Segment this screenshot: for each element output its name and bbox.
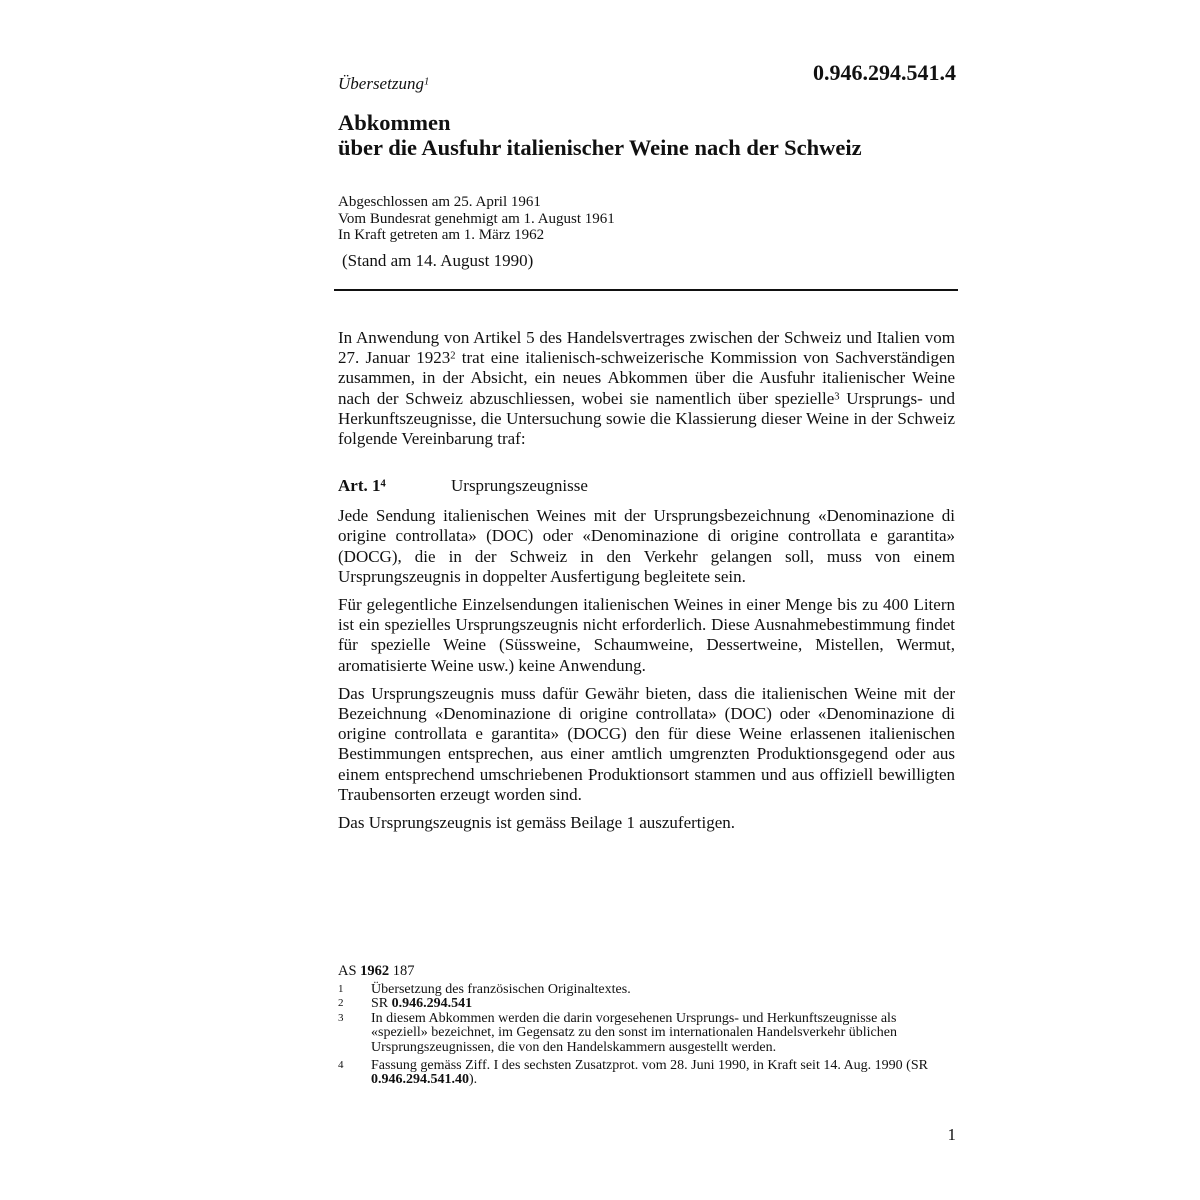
- date-block: [338, 194, 615, 244]
- footnote-1: 1 Übersetzung des französischen Originaltextes.: [338, 981, 631, 997]
- sr-number: 0.946.294.541.4: [813, 60, 956, 85]
- article-1-paragraph: Für gelegentliche Einzelsendungen italienischen Weines in einer Menge bis zu 400 Litern ist ein spezielles Ursprungszeugnis nicht erforderlich. Diese Ausnahmebestimmung findet für spezielle Weine (Süssweine, Schaumweine, Dessertweine, Mistellen, Wermut, aromatisierte Weine usw.) keine Anwendung.: [338, 595, 955, 675]
- footnote-ref-2: 2: [450, 350, 456, 362]
- translation-label: Übersetzung$^1$: [338, 74, 430, 93]
- title-line-1: Abkommen: [338, 110, 451, 135]
- footnote-ref-3: 3: [834, 390, 840, 402]
- title-line-2: über die Ausfuhr italienischer Weine nach der Schweiz: [338, 135, 862, 160]
- document-body: [338, 328, 955, 841]
- footnote-ref-1: 1: [423, 76, 430, 88]
- footnote-ref-4: 4: [380, 478, 386, 490]
- article-1-paragraph: Das Ursprungszeugnis muss dafür Gewähr bieten, dass die italienischen Weine mit der Bezeichnung «Denominazione di origine controllata» (DOC) oder «Denominazione di origine controllata e garantita» (DOCG) den für diese Weine erlassenen italienischen Bestimmungen entsprechen, aus einer amtlich umgrenzten Produktionsgegend oder aus einem entsprechend umschriebenen Produktionsort stammen und aus offiziell bewilligten Traubensorten erzeugt worden sind.: [338, 683, 955, 804]
- page-number: 1: [947, 1125, 956, 1144]
- footnote-3: 3 In diesem Abkommen werden die darin vorgesehenen Ursprungs- und Herkunftszeugnisse als «speziell» bezeichnet, im Gegensatz zu den sonst im internationalen Handelsverkehr üblichen Ursprungszeugnissen, die von den Handelskammern ausgestellt werden.: [338, 1010, 897, 1055]
- article-1-paragraph: Jede Sendung italienischen Weines mit der Ursprungsbezeichnung «Denominazione di origine controllata» (DOC) oder «Denominazione di origine controllata e garantita» (DOCG), die in der Schweiz in den Verkehr gelangen soll, muss von einem Ursprungszeugnis in doppelter Ausfertigung begleitete sein.: [338, 506, 955, 586]
- in-force-date: In Kraft getreten am 1. März 1962: [338, 227, 545, 243]
- status-date: (Stand am 14. August 1990): [342, 251, 534, 270]
- header-divider: [334, 289, 958, 291]
- article-1-paragraph: Das Ursprungszeugnis ist gemäss Beilage 1 auszufertigen.: [338, 813, 736, 833]
- article-1-title: Ursprungszeugnisse: [451, 476, 588, 496]
- footnote-4: 4 Fassung gemäss Ziff. I des sechsten Zusatzprot. vom 28. Juni 1990, in Kraft seit 14. Aug. 1990 (SR 0.946.294.541.40).: [338, 1057, 928, 1088]
- as-reference: AS 1962 187: [338, 963, 415, 979]
- article-1-heading: [338, 476, 955, 496]
- concluded-date: Abgeschlossen am 25. April 1961: [338, 194, 541, 210]
- document-title: [338, 110, 862, 160]
- preamble-paragraph: In Anwendung von Artikel 5 des Handelsvertrages zwischen der Schweiz und Italien vom 27. Januar 1923$^2$ trat eine italienisch-schweizerische Kommission von Sachverständigen zusammen, in der Absicht, ein neues Abkommen über die Ausfuhr italienischer Weine nach der Schweiz abzuschliessen, wobei sie namentlich über spezielle$^3$ Ursprungs- und Herkunftszeugnisse, die Untersuchung sowie die Klassierung dieser Weine in der Schweiz folgende Vereinbarung traf:: [338, 328, 955, 449]
- approved-date: Vom Bundesrat genehmigt am 1. August 1961: [338, 210, 615, 227]
- footnotes: [338, 964, 955, 1088]
- article-1-label: Art. $1^4$: [338, 476, 386, 496]
- footnote-2: 2 SR 0.946.294.541: [338, 996, 473, 1012]
